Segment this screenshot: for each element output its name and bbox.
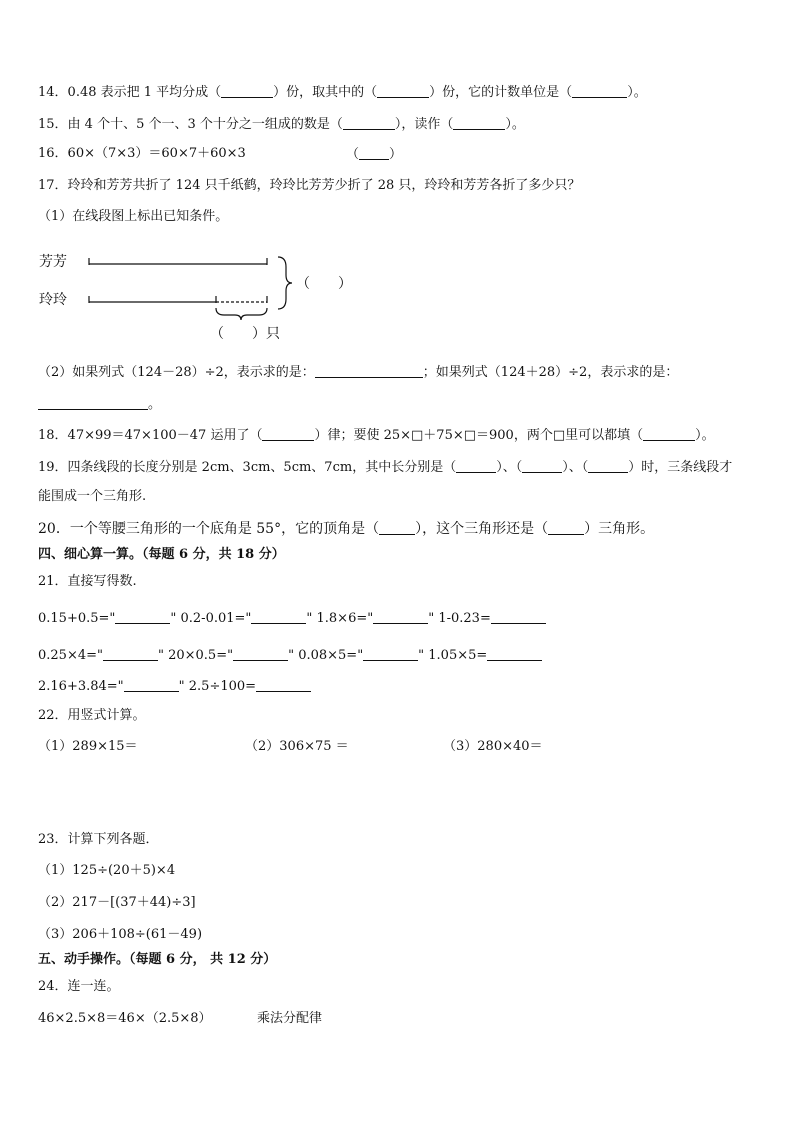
question-24: 24．连一连。 [38, 979, 120, 994]
question-22-item-2: （2）306×75 ＝ [245, 739, 349, 754]
question-19-cont: 能围成一个三角形. [38, 489, 147, 504]
question-16: 16．60×（7×3）＝60×7＋60×3 [38, 146, 246, 161]
answer-blank[interactable] [643, 427, 695, 441]
label-lingling: 玲玲 [39, 292, 67, 308]
answer-blank[interactable] [373, 610, 428, 624]
question-21-row-1: 0.15+0.5=" " 0.2-0.01=" " 1.8×6=" " 1-0.23= [38, 610, 546, 627]
difference-blank[interactable]: （ ）只 [210, 326, 280, 342]
question-20: 20．一个等腰三角形的一个底角是 55°，它的顶角是（ ），这个三角形还是（ ）三角形。 [38, 521, 655, 537]
question-14: 14．0.48 表示把 1 平均分成（ ）份，取其中的（ ）份，它的计数单位是（ ）。 [38, 85, 647, 100]
question-21: 21．直接写得数. [38, 574, 137, 589]
answer-blank[interactable] [233, 647, 288, 661]
question-17-part-2: （2）如果列式（124－28）÷2，表示求的是： ；如果列式（124＋28）÷2，表示求的是： [38, 365, 679, 380]
label-fangfang: 芳芳 [39, 254, 67, 270]
answer-blank[interactable] [522, 459, 562, 473]
answer-blank[interactable] [115, 610, 170, 624]
question-15: 15．由 4 个十、5 个一、3 个十分之一组成的数是（ ），读作（ ）。 [38, 117, 525, 132]
answer-blank[interactable] [456, 459, 496, 473]
question-21-row-3: 2.16+3.84=" " 2.5÷100= [38, 678, 311, 695]
answer-blank[interactable] [256, 678, 311, 692]
question-23: 23．计算下列各题． [38, 832, 159, 847]
question-17: 17．玲玲和芳芳共折了 124 只千纸鹤，玲玲比芳芳少折了 28 只，玲玲和芳芳各折了多少只？ [38, 178, 581, 193]
question-21-row-2: 0.25×4=" " 20×0.5=" " 0.08×5=" " 1.05×5= [38, 647, 542, 664]
answer-blank[interactable] [453, 116, 505, 130]
question-22-item-1: （1）289×15＝ [38, 739, 138, 754]
answer-blank[interactable] [379, 521, 415, 535]
answer-blank[interactable] [363, 647, 418, 661]
question-18: 18．47×99＝47×100－47 运用了（ ）律；要使 25×□＋75×□＝900，两个□里可以都填（ ）。 [38, 428, 715, 443]
question-19: 19．四条线段的长度分别是 2cm、3cm、5cm、7cm，其中长分别是（ ）、（ ）、（ ）时，三条线段才 [38, 460, 733, 475]
answer-blank[interactable] [124, 678, 179, 692]
question-23-item-1: （1）125÷(20＋5)×4 [38, 863, 176, 878]
answer-blank[interactable] [221, 84, 273, 98]
answer-blank[interactable] [38, 396, 148, 410]
question-16-judge: （ ） [346, 147, 403, 162]
difference-brace [216, 308, 267, 320]
question-22: 22．用竖式计算。 [38, 708, 146, 723]
answer-blank[interactable] [377, 84, 429, 98]
question-23-item-2: （2）217－[(37＋44)÷3] [38, 895, 196, 910]
answer-blank[interactable] [343, 116, 395, 130]
question-22-item-3: （3）280×40＝ [443, 739, 543, 754]
answer-blank[interactable] [548, 521, 584, 535]
match-left-item[interactable]: 46×2.5×8＝46×（2.5×8） [38, 1011, 212, 1026]
match-right-item[interactable]: 乘法分配律 [257, 1011, 323, 1026]
answer-blank[interactable] [487, 647, 542, 661]
line-segment-diagram [30, 245, 370, 345]
answer-blank[interactable] [572, 84, 627, 98]
answer-blank[interactable] [359, 146, 389, 160]
question-23-item-3: （3）206＋108÷(61－49) [38, 927, 203, 942]
answer-blank[interactable] [588, 459, 628, 473]
answer-blank[interactable] [491, 610, 546, 624]
answer-blank[interactable] [103, 647, 158, 661]
answer-blank[interactable] [251, 610, 306, 624]
section-5-heading: 五、动手操作。（每题 6 分， 共 12 分） [38, 952, 277, 967]
section-4-heading: 四、细心算一算。（每题 6 分，共 18 分） [38, 547, 285, 562]
question-17-part-2-cont: 。 [38, 396, 161, 413]
answer-blank[interactable] [315, 364, 423, 378]
question-17-part-1: （1）在线段图上标出已知条件。 [38, 209, 229, 224]
answer-blank[interactable] [262, 427, 314, 441]
total-brace [278, 257, 292, 309]
total-blank[interactable]: （ ） [296, 276, 352, 292]
